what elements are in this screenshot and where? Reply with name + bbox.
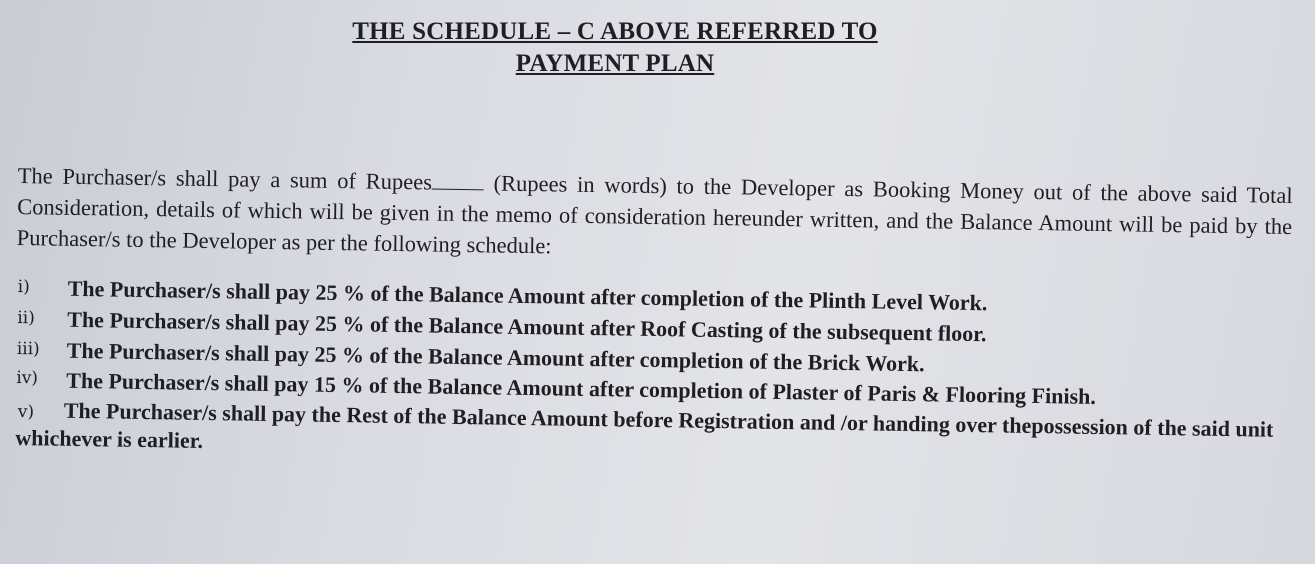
item-marker: ii) (17, 307, 35, 329)
item-text: The Purchaser/s shall pay 25 % of the Balance Amount after completion of the Plinth Level Work. (67, 275, 988, 316)
payment-plan-heading: PAYMENT PLAN (515, 50, 715, 77)
item-text: The Purchaser/s shall pay 25 % of the Balance Amount after Roof Casting of the subsequent floor. (67, 306, 987, 347)
intro-text-end: (Rupees in words) to the Developer as Booking Money out of the above said Total Consideration, details of which will be given in the memo of consideration hereunder written, and the Balance Amount will be paid by the Purchaser/s to the Developer as per the following schedule: (16, 170, 1293, 259)
amount-blank-line (432, 171, 484, 191)
item-marker: iv) (16, 367, 39, 389)
schedule-heading: THE SCHEDULE – C ABOVE REFERRED TO (352, 18, 878, 45)
item-text: The Purchaser/s shall pay the Rest of the Balance Amount before Registration and /or handing over thepossession of the said unit whichever is earlier. (15, 397, 1274, 453)
item-text: The Purchaser/s shall pay 25 % of the Balance Amount after completion of the Brick Work. (66, 337, 925, 377)
payment-schedule-list (15, 272, 1288, 471)
item-marker: v) (17, 402, 35, 423)
item-marker: i) (17, 276, 30, 298)
intro-paragraph (17, 160, 1293, 273)
intro-text-start: The Purchaser/s shall pay a sum of Rupees (17, 162, 433, 195)
item-marker: iii) (16, 338, 40, 360)
item-text: The Purchaser/s shall pay 15 % of the Balance Amount after completion of Plaster of Paris & Flooring Finish. (66, 367, 1097, 409)
